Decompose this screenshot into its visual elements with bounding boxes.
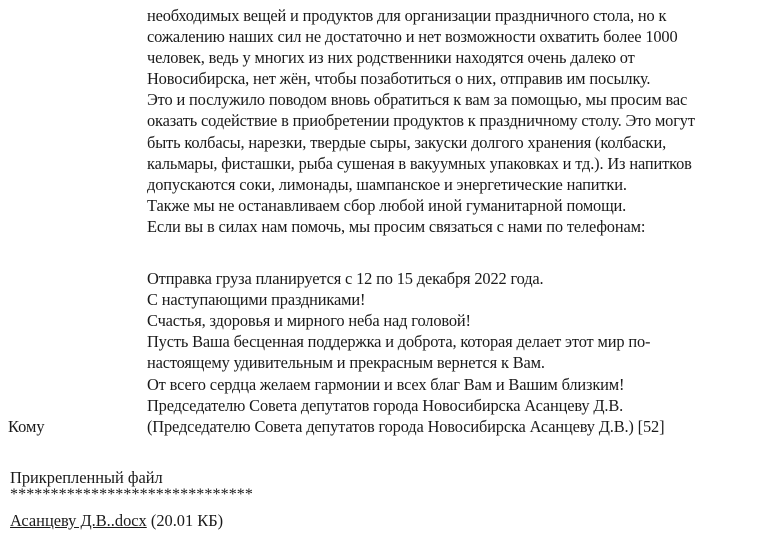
letter-line: быть колбасы, нарезки, твердые сыры, закуски долгого хранения (колбаски,: [147, 132, 667, 152]
letter-line: От всего сердца желаем гармонии и всех благ Вам и Вашим близким!: [147, 374, 625, 394]
attachment-separator: ******************************: [10, 486, 253, 503]
letter-body: [147, 5, 767, 437]
attachment-file-size: (20.01 КБ): [150, 511, 224, 530]
recipient-line: Председателю Совета депутатов города Новосибирска Асанцеву Д.В.: [147, 395, 624, 415]
letter-line: Счастья, здоровья и мирного неба над головой!: [147, 311, 471, 331]
letter-line: человек, ведь у многих из них родственники находятся очень далеко от: [147, 48, 635, 68]
letter-line: Пусть Ваша бесценная поддержка и доброта, которая делает этот мир по-: [147, 332, 651, 352]
letter-line: оказать содействие в приобретении продуктов к праздничному столу. Это могут: [147, 111, 695, 131]
letter-line: Новосибирска, нет жён, чтобы позаботиться о них, отправив им посылку.: [147, 69, 651, 89]
attachment-row: [10, 510, 223, 531]
letter-line: кальмары, фисташки, рыба сушеная в вакуумных упаковках и тд.). Из напитков: [147, 153, 692, 173]
letter-line: настоящему удивительным и прекрасным вернется к Вам.: [147, 353, 545, 373]
attachment-title: Прикрепленный файл: [10, 468, 163, 487]
recipient-label: Кому: [8, 417, 45, 436]
letter-line: С наступающими праздниками!: [147, 290, 366, 310]
letter-line: сожалению наших сил не достаточно и нет возможности охватить более 1000: [147, 27, 678, 47]
letter-line: Если вы в силах нам помочь, мы просим связаться с нами по телефонам:: [147, 216, 646, 236]
letter-line: Это и послужило поводом вновь обратиться к вам за помощью, мы просим вас: [147, 90, 688, 110]
recipient-line-cited: (Председателю Совета депутатов города Новосибирска Асанцеву Д.В.) [52]: [147, 416, 665, 436]
letter-line: необходимых вещей и продуктов для организации праздничного стола, но к: [147, 6, 667, 25]
attachment-file-link[interactable]: Асанцеву Д.В..docx: [10, 511, 147, 530]
letter-line: Отправка груза планируется с 12 по 15 декабря 2022 года.: [147, 269, 544, 289]
paragraph-gap: [147, 237, 767, 268]
letter-line: допускаются соки, лимонады, шампанское и энергетические напитки.: [147, 174, 627, 194]
letter-line: Также мы не останавливаем сбор любой иной гуманитарной помощи.: [147, 195, 627, 215]
